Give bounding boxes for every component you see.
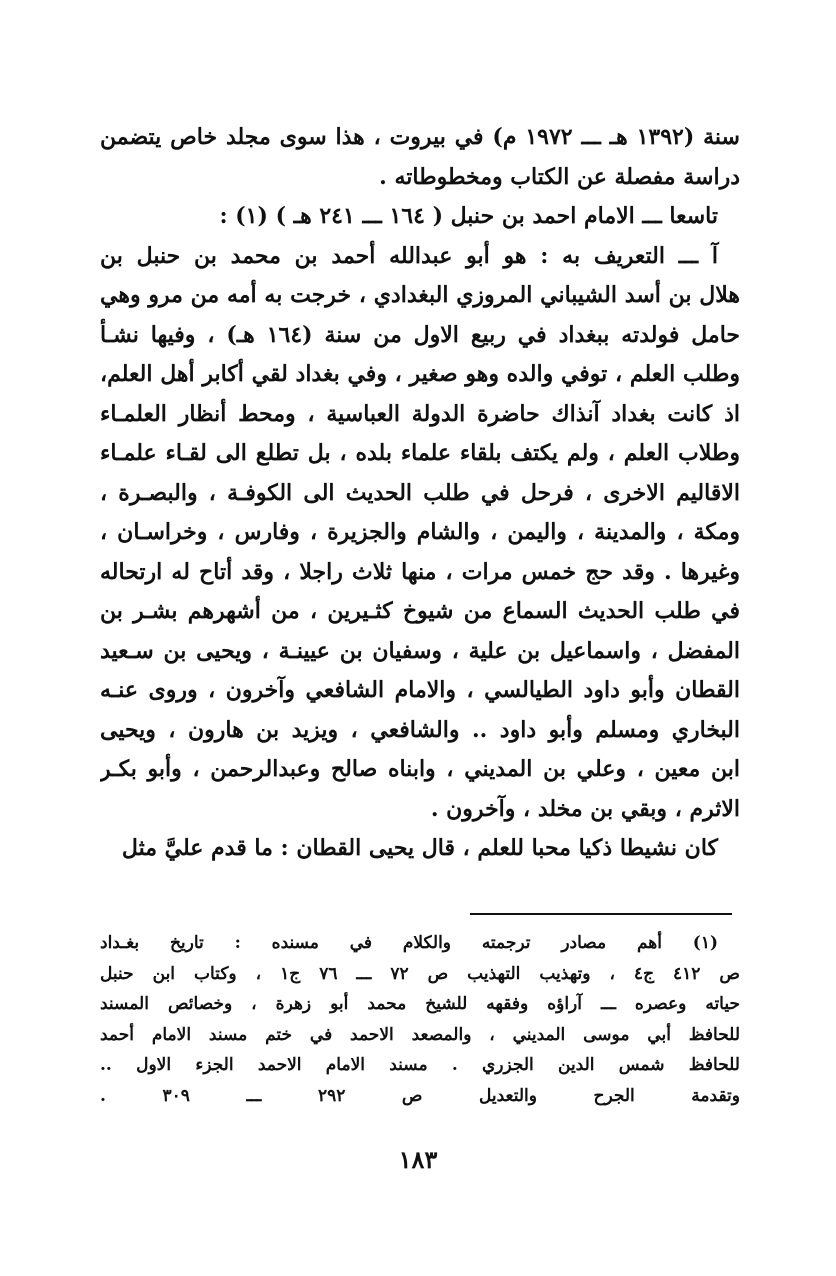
text-line: آ ـــ التعريف به : هو أبو عبدالله أحمد بن محمد بن حنبل بن (100, 242, 719, 269)
footnote-line: (١) أهم مصادر ترجمته والكلام في مسنده : تاريخ بغـداد (100, 933, 718, 953)
text-line: سنة (١٣٩٢ هـ ـــ ١٩٧٢ م) في بيروت ، هذا سوى مجلد خاص يتضمن (100, 124, 740, 150)
footnote-line: للحافظ شمس الدين الجزري . مسند الامام الاحمد الجزء الاول .. (100, 1055, 740, 1075)
section-heading: تاسعا ـــ الامام احمد بن حنبل ( ١٦٤ ـــ ٢٤١ هـ ) (١) : (219, 203, 718, 229)
text-line: حامل فولدته ببغداد في ربيع الاول من سنة (١٦٤ هـ) ، وفيها نشـأ (100, 321, 740, 348)
main-text (100, 118, 740, 869)
footnote-line: للحافظ أبي موسى المديني ، والمصعد الاحمد في ختم مسند الامام أحمد (100, 1024, 740, 1045)
text-line: البخاري ومسلم وأبو داود .. والشافعي ، ويزيد بن هارون ، ويحيى (100, 716, 740, 743)
text-line: ابن معين ، وعلي بن المديني ، وابناه صالح وعبدالرحمن ، وأبو بكـر (100, 756, 740, 782)
footnote-line: وتقدمة الجرح والتعديل ص ٢٩٢ ـــ ٣٠٩ . (100, 1085, 740, 1106)
footnote-line: حياته وعصره ـــ آراؤه وفقهه للشيخ محمد أبو زهرة ، وخصائص المسند (100, 994, 740, 1014)
text-line: دراسة مفصلة عن الكتاب ومخطوطاته . (379, 163, 740, 190)
text-line: القطان وأبو داود الطيالسي ، والامام الشافعي وآخرون ، وروى عنـه (100, 677, 740, 703)
text-line: كان نشيطا ذكيا محبا للعلم ، قال يحيى القطان : ما قدم عليَّ مثل (121, 835, 718, 861)
page-number: ١٨٣ (398, 1145, 438, 1174)
text-line: في طلب الحديث السماع من شيوخ كثـيرين ، من أشهرهم بشـر بن (100, 598, 740, 624)
text-line: الاقاليم الاخرى ، فرحل في طلب الحديث الى الكوفـة ، والبصـرة ، (100, 479, 740, 506)
text-line: الاثرم ، وبقي بن مخلد ، وآخرون . (430, 795, 740, 822)
text-line: ومكة ، والمدينة ، واليمن ، والشام والجزيرة ، وفارس ، وخراسـان ، (100, 519, 740, 545)
text-line: وغيرها . وقد حج خمس مرات ، منها ثلاث راجلا ، وقد أتاح له ارتحاله (100, 558, 740, 585)
text-line: المفضل ، واسماعيل بن علية ، وسفيان بن عيينـة ، ويحيى بن سـعيد (100, 637, 740, 664)
text-line: وطلب العلم ، توفي والده وهو صغير ، وفي بغداد لقي أكابر أهل العلم، (100, 361, 740, 387)
footnote-separator (470, 913, 732, 915)
text-line: اذ كانت بغداد آنذاك حاضرة الدولة العباسية ، ومحط أنظار العلمـاء (100, 400, 740, 427)
text-line: هلال بن أسد الشيباني المروزي البغدادي ، خرجت به أمه من مرو وهي (100, 282, 740, 308)
footnote-line: ص ٤١٢ ج٤ ، وتهذيب التهذيب ص ٧٢ ـــ ٧٦ ج١ ، وكتاب ابن حنبل (100, 963, 740, 984)
footnotes (100, 928, 740, 1111)
text-line: وطلاب العلم ، ولم يكتف بلقاء علماء بلده ، بل تطلع الى لقـاء علمـاء (100, 440, 740, 466)
